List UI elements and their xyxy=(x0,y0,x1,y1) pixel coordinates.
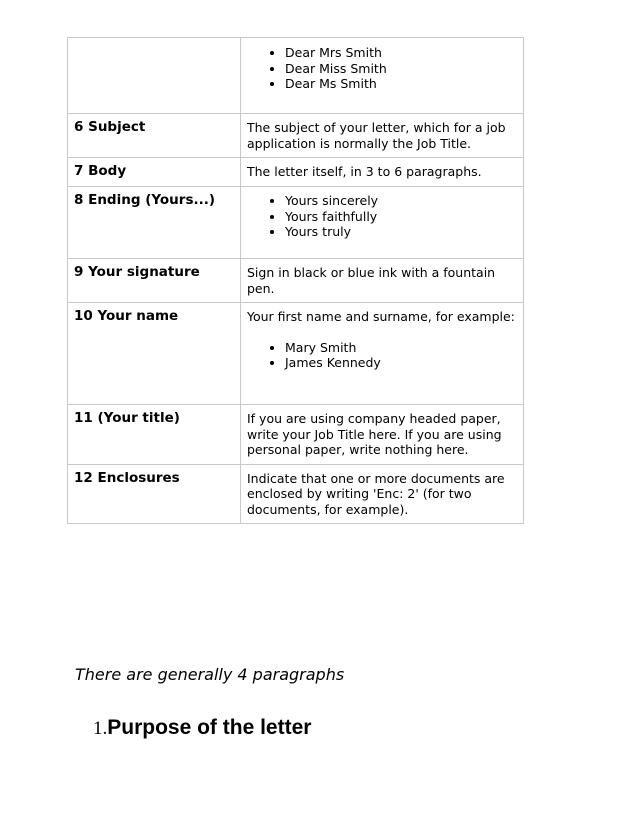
intro-text: There are generally 4 paragraphs xyxy=(75,665,345,684)
row-label: 11 (Your title) xyxy=(68,405,241,465)
list-item: • Yours truly xyxy=(285,224,517,240)
row-description-text: Your first name and surname, for example: xyxy=(247,309,515,324)
row-description xyxy=(241,303,524,405)
table-row-body xyxy=(68,158,524,187)
table-row-enclosures xyxy=(68,464,524,524)
list-item: • Yours faithfully xyxy=(285,209,517,225)
row-label xyxy=(68,38,241,114)
row-description: The subject of your letter, which for a job application is normally the Job Title. xyxy=(241,114,524,158)
row-description xyxy=(241,38,524,114)
row-label: 9 Your signature xyxy=(68,259,241,303)
table-row-subject xyxy=(68,114,524,158)
salutation-list xyxy=(247,45,517,92)
heading-number: 1. xyxy=(93,718,108,739)
table-row-name xyxy=(68,303,524,405)
row-label: 12 Enclosures xyxy=(68,464,241,524)
list-item: • Dear Miss Smith xyxy=(285,61,517,77)
section-heading xyxy=(93,716,311,740)
table-row-signature xyxy=(68,259,524,303)
list-item: • Mary Smith xyxy=(285,340,517,356)
row-description: Sign in black or blue ink with a fountain pen. xyxy=(241,259,524,303)
heading-title: Purpose of the letter xyxy=(107,716,312,739)
name-examples-list xyxy=(247,340,517,371)
row-description xyxy=(241,187,524,259)
row-label: 8 Ending (Yours...) xyxy=(68,187,241,259)
list-item: • Yours sincerely xyxy=(285,193,517,209)
table-row-salutation xyxy=(68,38,524,114)
row-description: If you are using company headed paper, write your Job Title here. If you are using personal paper, write nothing here. xyxy=(241,405,524,465)
list-item: • James Kennedy xyxy=(285,355,517,371)
letter-parts-table xyxy=(67,37,519,524)
row-description: The letter itself, in 3 to 6 paragraphs. xyxy=(241,158,524,187)
row-label: 10 Your name xyxy=(68,303,241,405)
table-row-title xyxy=(68,405,524,465)
list-item: • Dear Ms Smith xyxy=(285,76,517,92)
row-description: Indicate that one or more documents are enclosed by writing 'Enc: 2' (for two documents, for example). xyxy=(241,464,524,524)
list-item: • Dear Mrs Smith xyxy=(285,45,517,61)
row-label: 6 Subject xyxy=(68,114,241,158)
ending-list xyxy=(247,193,517,240)
row-label: 7 Body xyxy=(68,158,241,187)
table-row-ending xyxy=(68,187,524,259)
